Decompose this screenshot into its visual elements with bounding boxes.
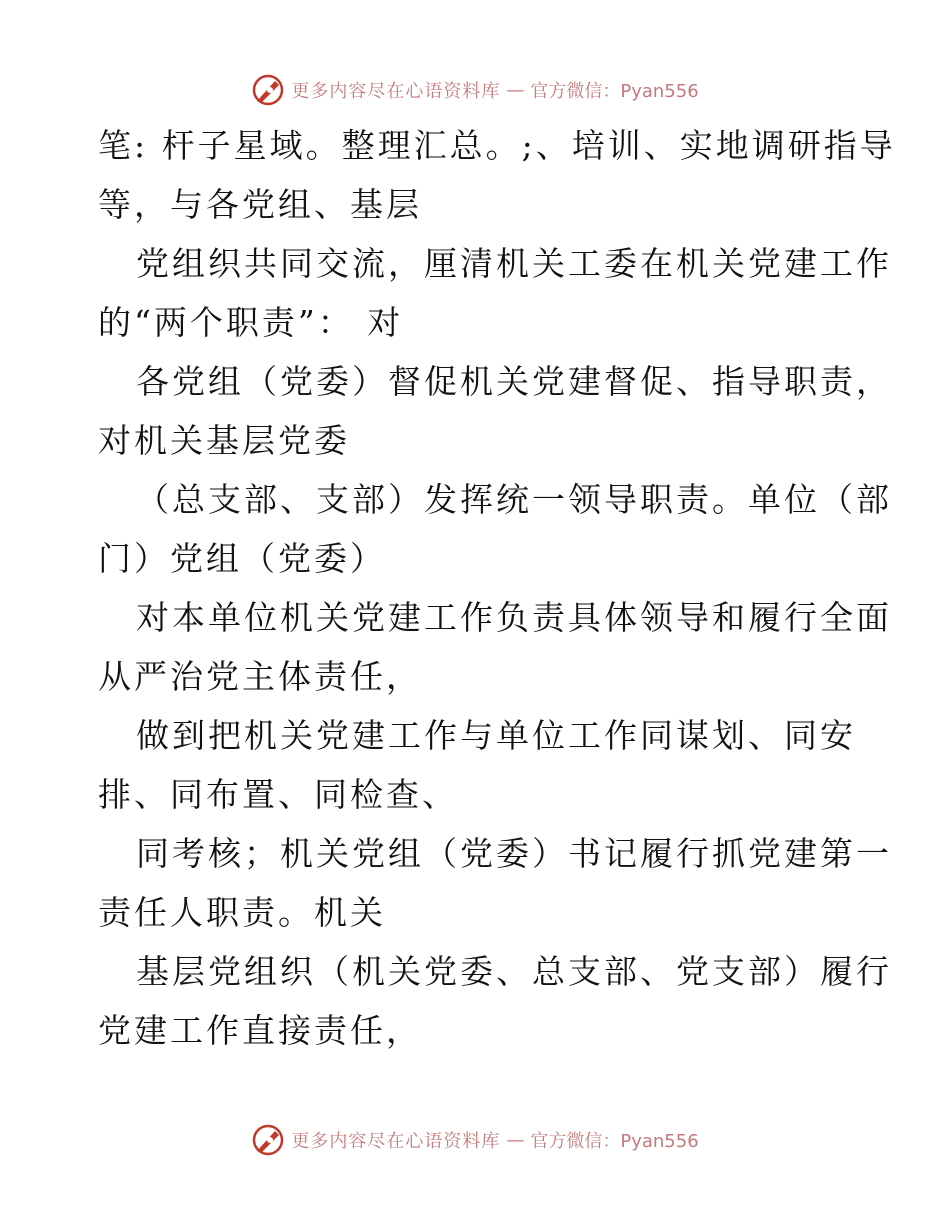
pen-circle-logo-icon <box>251 73 285 107</box>
pen-circle-logo-icon <box>251 1123 285 1157</box>
banner-site-text: 更多内容尽在心语资料库 <box>291 1131 501 1152</box>
text-line: 对机关基层党委 <box>98 421 350 460</box>
text-line: 从严治党主体责任， <box>98 657 422 696</box>
text-line: 笔: 杆子星域。整理汇总。;、培训、实地调研指导 <box>98 126 896 165</box>
text-line: 同考核；机关党组（党委）书记履行抓党建第一 <box>136 834 892 873</box>
banner-contact-text: 官方微信：Pyan556 <box>530 81 699 102</box>
banner-contact-text: 官方微信：Pyan556 <box>530 1131 699 1152</box>
text-line: 等，与各党组、基层 <box>98 185 422 224</box>
banner-site-text: 更多内容尽在心语资料库 <box>291 81 501 102</box>
text-line: 排、同布置、同检查、 <box>98 775 458 814</box>
text-line: 各党组（党委）督促机关党建督促、指导职责， <box>136 362 892 401</box>
banner-dash: — <box>506 1129 525 1151</box>
banner-dash: — <box>506 79 525 101</box>
text-line: 做到把机关党建工作与单位工作同谋划、同安 <box>136 716 856 755</box>
text-line: 门）党组（党委） <box>98 539 386 578</box>
text-line: 责任人职责。机关 <box>98 893 386 932</box>
document-body <box>98 116 896 1060</box>
footer-banner <box>0 1120 950 1160</box>
text-line: 基层党组织（机关党委、总支部、党支部）履行 <box>136 952 892 991</box>
header-banner <box>0 70 950 110</box>
text-line: 党建工作直接责任， <box>98 1011 422 1050</box>
text-line: （总支部、支部）发挥统一领导职责。单位（部 <box>136 480 892 519</box>
text-line: 党组织共同交流，厘清机关工委在机关党建工作 <box>136 244 892 283</box>
text-line: 对本单位机关党建工作负责具体领导和履行全面 <box>136 598 892 637</box>
text-line: 的“两个职责”： 对 <box>98 303 404 342</box>
